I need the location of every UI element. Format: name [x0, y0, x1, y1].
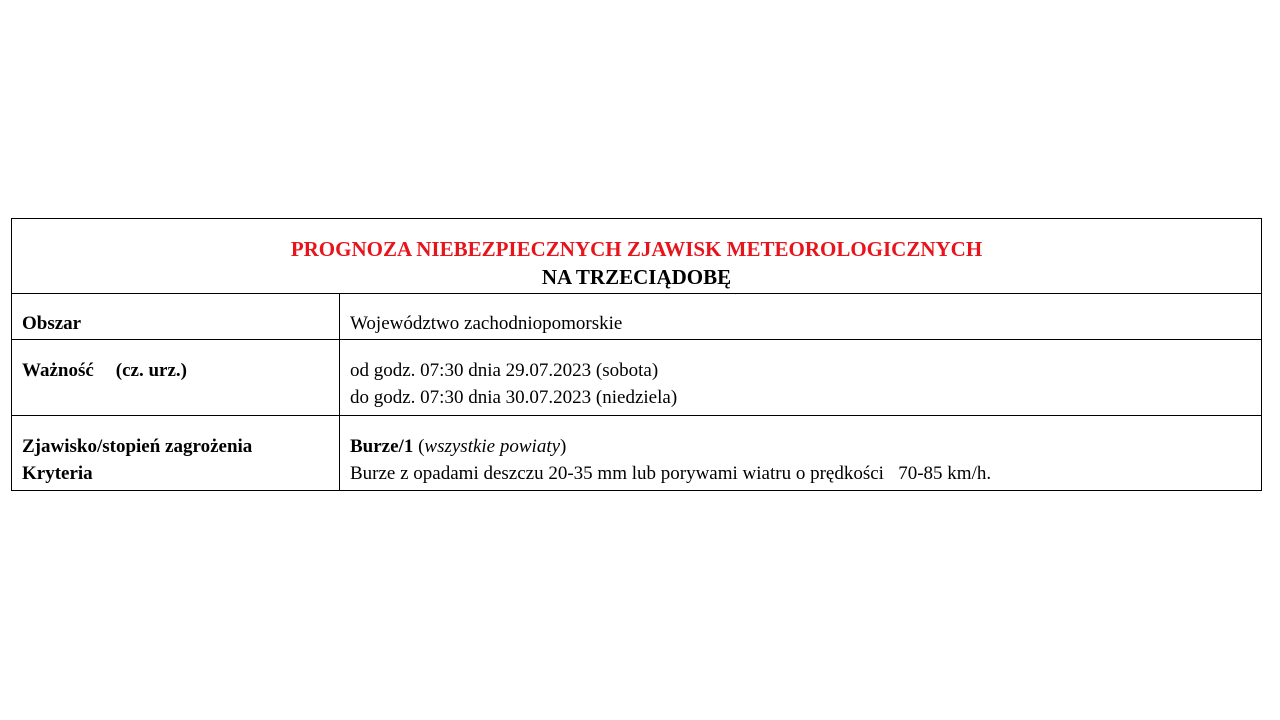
validity-from: od godz. 07:30 dnia 29.07.2023 (sobota) [350, 360, 659, 381]
phenomenon-scope-close: ) [560, 436, 567, 457]
warning-title: PROGNOZA NIEBEZPIECZNYCH ZJAWISK METEOROLOGICZNYCH [290, 237, 983, 261]
criteria-label: Kryteria [22, 463, 93, 484]
area-row [12, 294, 1262, 340]
validity-value-cell [340, 340, 1262, 416]
validity-label-note: (cz. urz.) [115, 360, 187, 381]
area-label: Obszar [12, 294, 340, 340]
criteria-value: Burze z opadami deszczu 20-35 mm lub porywami wiatru o prędkości 70-85 km/h. [350, 463, 992, 484]
phenomenon-value-cell [340, 416, 1262, 491]
title-row [12, 219, 1262, 294]
validity-to: do godz. 07:30 dnia 30.07.2023 (niedziela) [350, 387, 678, 408]
phenomenon-scope-open: ( [413, 436, 425, 457]
phenomenon-scope: wszystkie powiaty [424, 436, 561, 457]
title-cell [12, 219, 1262, 294]
phenomenon-row [12, 416, 1262, 491]
validity-row [12, 340, 1262, 416]
area-value: Województwo zachodniopomorskie [340, 294, 1262, 340]
phenomenon-label-cell [12, 416, 340, 491]
phenomenon-line [350, 433, 1261, 460]
phenomenon-name: Burze/1 [350, 436, 414, 457]
validity-label: Ważność [22, 360, 94, 381]
validity-label-cell [12, 340, 340, 416]
phenomenon-label: Zjawisko/stopień zagrożenia [22, 436, 253, 457]
weather-warning-table [11, 218, 1262, 491]
warning-subtitle: NA TRZECIĄDOBĘ [541, 265, 732, 289]
